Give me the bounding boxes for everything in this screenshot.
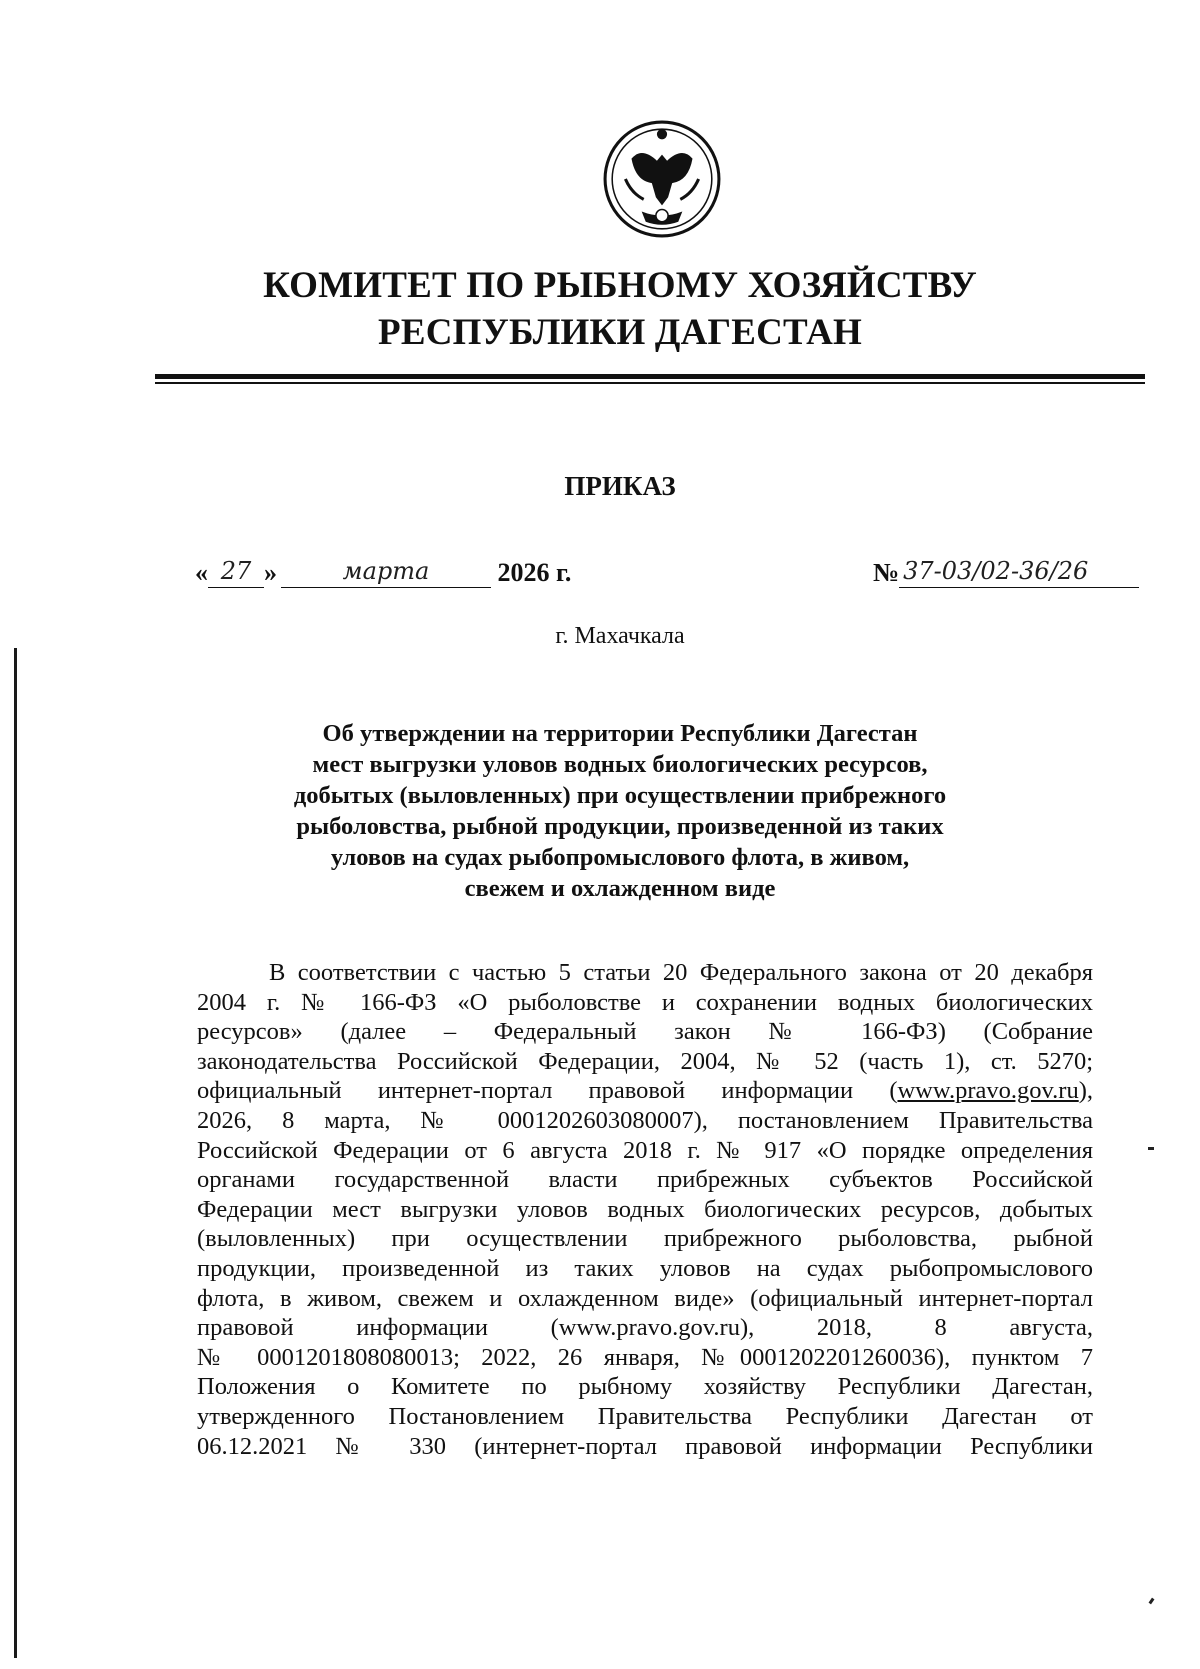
number-value: 37-03/02-36/26 [899, 557, 1139, 588]
document-number [873, 557, 1139, 593]
body-text: законодательства Российской Федерации, 2004, № 52 (часть 1), ст. 5270; [197, 1047, 1093, 1075]
body-text: В соответствии с частью 5 статьи 20 Федерального закона от 20 декабря [269, 959, 1093, 986]
body-line [197, 1224, 1093, 1254]
heading-line: Об утверждении на территории Республики Дагестан [322, 720, 918, 747]
document-city: г. Махачкала [555, 623, 685, 649]
body-text: Федерации мест выгрузки уловов водных биологических ресурсов, добытых [197, 1195, 1093, 1223]
body-line [197, 1284, 1093, 1314]
body-text: Положения о Комитете по рыбному хозяйству Республики Дагестан, [197, 1373, 1093, 1401]
body-text: Российской Федерации от 6 августа 2018 г. № 917 «О порядке определения [197, 1136, 1093, 1164]
body-line [197, 1106, 1093, 1136]
organization-title-line-2: РЕСПУБЛИКИ ДАГЕСТАН [378, 312, 862, 353]
body-line [197, 1343, 1093, 1373]
organization-title-line-1: КОМИТЕТ ПО РЫБНОМУ ХОЗЯЙСТВУ [263, 265, 977, 306]
organization-title [0, 262, 1200, 356]
heading-line: мест выгрузки уловов водных биологических ресурсов, [312, 751, 928, 778]
body-text: утвержденного Постановлением Правительства Республики Дагестан от [197, 1402, 1093, 1430]
date-year: 2026 г. [497, 558, 572, 587]
heading-line: рыболовства, рыбной продукции, произведенной из таких [296, 813, 944, 840]
body-line [197, 1195, 1093, 1225]
document-date [195, 557, 571, 593]
body-text-segment: ), [1078, 1077, 1093, 1105]
body-line [197, 1372, 1093, 1402]
coat-of-arms-icon [601, 118, 723, 240]
date-day: 27 [208, 557, 264, 588]
body-text: ресурсов» (далее – Федеральный закон № 166-ФЗ) (Собрание [197, 1018, 1093, 1046]
scan-margin-edge [14, 648, 17, 1658]
body-text [197, 1077, 1093, 1104]
body-line [197, 1076, 1093, 1106]
body-text: флота, в живом, свежем и охлажденном виде» (официальный интернет-портал [197, 1284, 1093, 1312]
scan-speck [1149, 1598, 1155, 1605]
heading-line: добытых (выловленных) при осуществлении прибрежного [293, 782, 947, 809]
header-divider-thin [155, 382, 1145, 384]
pravo-gov-link[interactable]: www.pravo.gov.ru [897, 1077, 1079, 1105]
date-month: марта [281, 557, 491, 588]
body-text-segment: официальный интернет-портал правовой информации ( [197, 1077, 898, 1105]
body-text: 2004 г. № 166-ФЗ «О рыболовстве и сохранении водных биологических [197, 988, 1093, 1016]
header-divider-thick [155, 374, 1145, 379]
body-text: органами государственной власти прибрежных субъектов Российской [197, 1166, 1093, 1194]
body-line [197, 1047, 1093, 1077]
date-open-quote: « [195, 558, 208, 587]
heading-line: свежем и охлажденном виде [464, 875, 776, 902]
document-type: ПРИКАЗ [564, 471, 676, 501]
number-prefix: № [873, 558, 900, 587]
body-text: продукции, произведенной из таких уловов на судах рыбопромыслового [197, 1254, 1093, 1282]
body-line [197, 988, 1093, 1018]
body-line [197, 1313, 1093, 1343]
body-text: 06.12.2021 № 330 (интернет-портал правовой информации Республики [197, 1432, 1093, 1460]
date-close-quote: » [264, 558, 277, 587]
body-line [197, 1165, 1093, 1195]
body-text: правовой информации (www.pravo.gov.ru), 2018, 8 августа, [197, 1314, 1093, 1342]
body-line [197, 958, 1093, 988]
document-body [197, 958, 1093, 1461]
body-line [197, 1017, 1093, 1047]
body-line [197, 1432, 1093, 1462]
body-line [197, 1254, 1093, 1284]
body-text: № 0001201808080013; 2022, 26 января, №0001202201260036), пунктом 7 [197, 1343, 1093, 1371]
body-text: 2026, 8 марта, № 0001202603080007), постановлением Правительства [197, 1106, 1093, 1134]
body-line [197, 1402, 1093, 1432]
heading-line: уловов на судах рыбопромыслового флота, в живом, [330, 844, 910, 871]
body-line [197, 1136, 1093, 1166]
document-heading [190, 718, 1050, 904]
scan-speck [1148, 1147, 1154, 1150]
body-text: (выловленных) при осуществлении прибрежного рыболовства, рыбной [197, 1225, 1093, 1253]
